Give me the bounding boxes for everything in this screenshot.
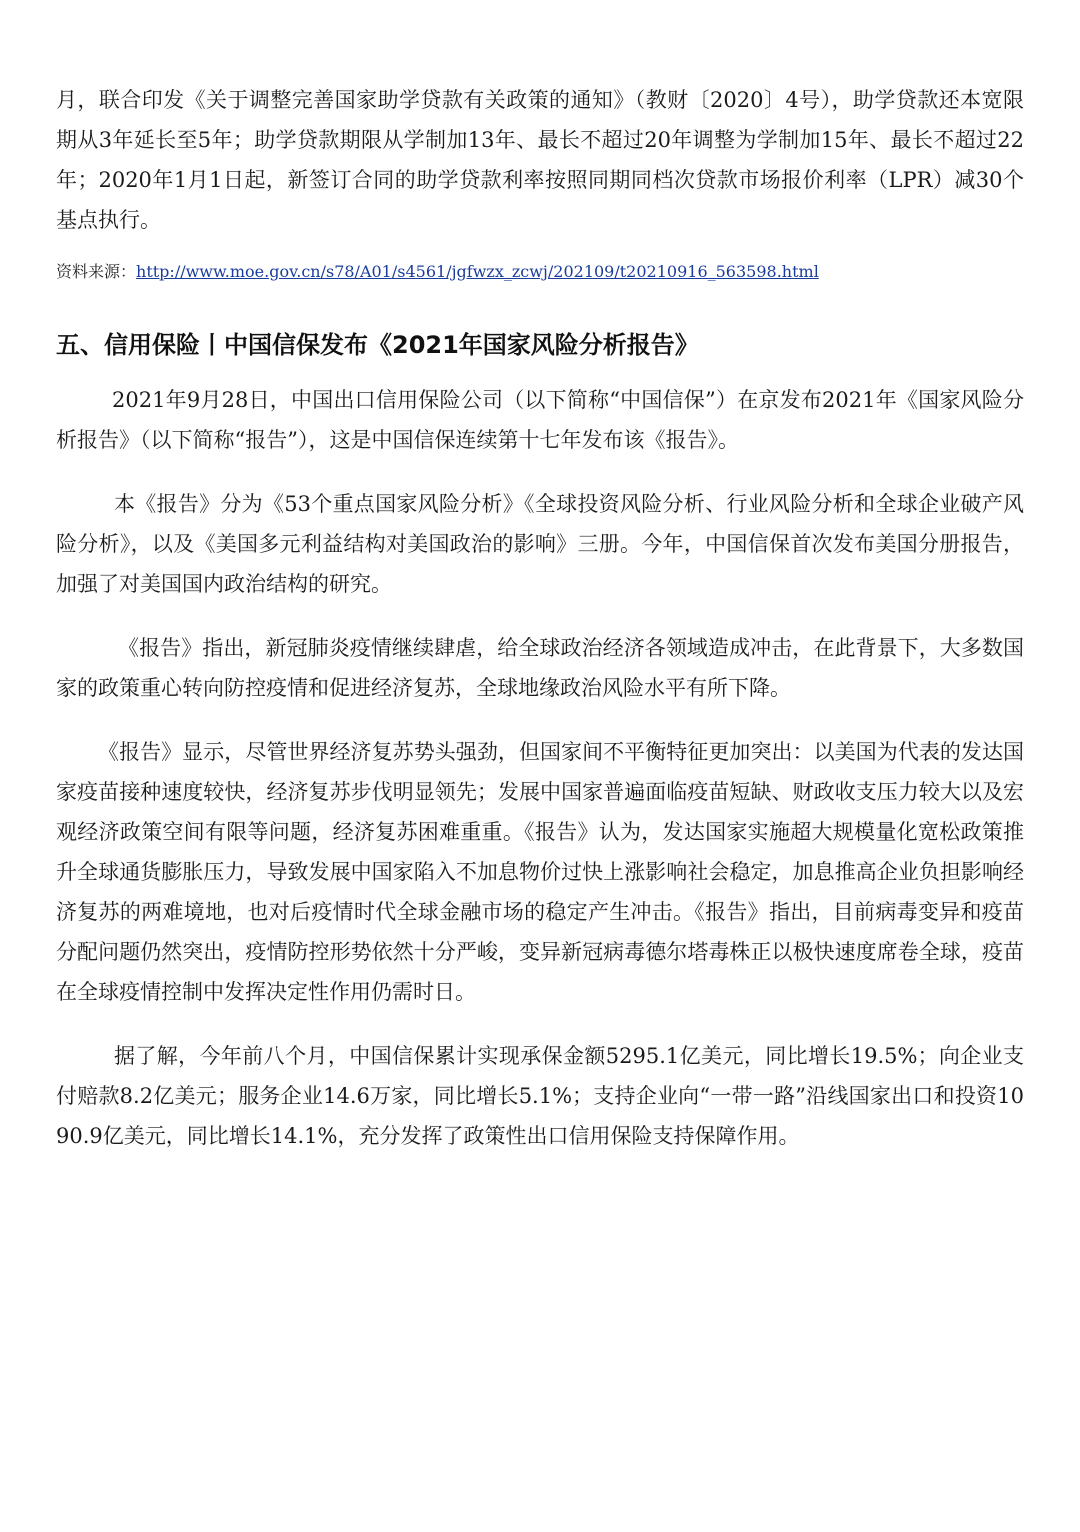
body-paragraph-1: 2021年9月28日，中国出口信用保险公司（以下简称“中国信保”）在京发布2021年《国家风险分析报告》（以下简称“报告”），这是中国信保连续第十七年发布该《报告》。 [56, 388, 1024, 452]
body-paragraph-4: 《报告》显示，尽管世界经济复苏势头强劲，但国家间不平衡特征更加突出：以美国为代表的发达国家疫苗接种速度较快，经济复苏步伐明显领先；发展中国家普遍面临疫苗短缺、财政收支压力较大以及宏观经济政策空间有限等问题，经济复苏困难重重。《报告》认为，发达国家实施超大规模量化宽松政策推升全球通货膨胀压力，导致发展中国家陷入不加息物价过快上涨影响社会稳定，加息推高企业负担影响经济复苏的两难境地，也对后疫情时代全球金融市场的稳定产生冲击。《报告》指出，目前病毒变异和疫苗分配问题仍然突出，疫情防控形势依然十分严峻，变异新冠病毒德尔塔毒株正以极快速度席卷全球，疫苗在全球疫情控制中发挥决定性作用仍需时日。 [56, 740, 1024, 1004]
source-line [56, 260, 1024, 284]
document-page [56, 80, 1024, 1156]
intro-paragraph: 月，联合印发《关于调整完善国家助学贷款有关政策的通知》（教财〔2020〕4号），助学贷款还本宽限期从3年延长至5年；助学贷款期限从学制加13年、最长不超过20年调整为学制加15年、最长不超过22年；2020年1月1日起，新签订合同的助学贷款利率按照同期同档次贷款市场报价利率（LPR）减30个基点执行。 [56, 88, 1024, 232]
source-link[interactable]: http://www.moe.gov.cn/s78/A01/s4561/jgfwzx_zcwj/202109/t20210916_563598.html [136, 262, 819, 281]
source-label: 资料来源： [56, 262, 137, 281]
body-paragraph-2: 本《报告》分为《53个重点国家风险分析》《全球投资风险分析、行业风险分析和全球企业破产风险分析》，以及《美国多元利益结构对美国政治的影响》三册。今年，中国信保首次发布美国分册报告，加强了对美国国内政治结构的研究。 [56, 492, 1024, 596]
body-paragraph-3: 《报告》指出，新冠肺炎疫情继续肆虐，给全球政治经济各领域造成冲击，在此背景下，大多数国家的政策重心转向防控疫情和促进经济复苏，全球地缘政治风险水平有所下降。 [56, 636, 1024, 700]
body-paragraph-5: 据了解，今年前八个月，中国信保累计实现承保金额5295.1亿美元，同比增长19.5%；向企业支付赔款8.2亿美元；服务企业14.6万家，同比增长5.1%；支持企业向“一带一路”沿线国家出口和投资1090.9亿美元，同比增长14.1%，充分发挥了政策性出口信用保险支持保障作用。 [56, 1044, 1024, 1148]
section-heading: 五、信用保险丨中国信保发布《2021年国家风险分析报告》 [56, 331, 699, 359]
